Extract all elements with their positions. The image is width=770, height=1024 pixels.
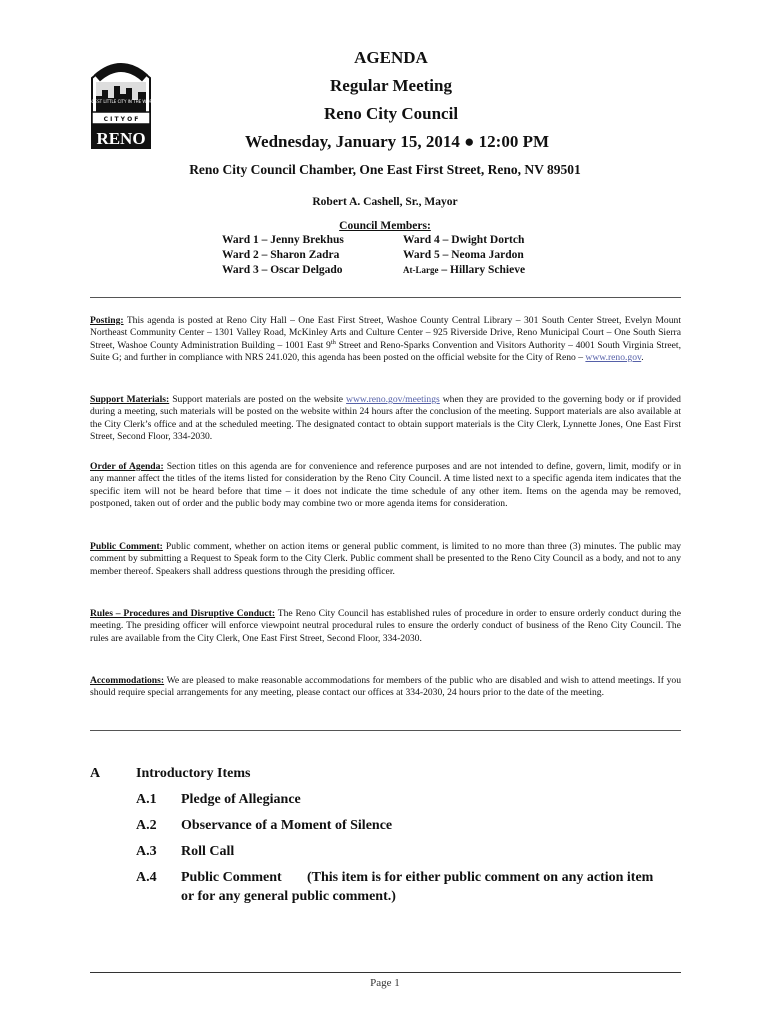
posting-text-2: Street and Reno-Sparks Convention and Visitors Authority – 4001 South Virginia Street, Suite G; and further in compliance with NRS 241.020, this agenda has been posted on the official website for the City of Reno – xyxy=(90,339,681,363)
section-letter: A xyxy=(90,766,101,781)
item-title: Pledge of Allegiance xyxy=(181,792,301,807)
meeting-date-time: Wednesday, January 15, 2014 ● 12:00 PM xyxy=(244,132,549,151)
ward-5: Ward 5 – Neoma Jardon xyxy=(403,249,524,261)
order-paragraph xyxy=(90,461,681,510)
public-comment-paragraph xyxy=(90,541,681,578)
posting-text-3: . xyxy=(641,351,644,363)
ward-2: Ward 2 – Sharon Zadra xyxy=(222,249,340,261)
body-name: Reno City Council xyxy=(323,104,459,123)
support-paragraph xyxy=(90,394,681,443)
item-number: A.2 xyxy=(136,818,157,833)
support-heading: Support Materials: xyxy=(90,394,170,405)
logo-city-of-text: C I T Y O F xyxy=(103,116,139,123)
ward-4: Ward 4 – Dwight Dortch xyxy=(403,234,525,246)
item-note-line-2: or for any general public comment.) xyxy=(181,889,396,904)
header-divider xyxy=(90,297,681,298)
public-comment-text: Public comment, whether on action items or general public comment, is limited to no more than three (3) minutes. The public may comment by submitting a Request to Speak form to the City Clerk. Public comment shall be presented to the Reno City Council as a body, and not to any member thereof. Speakers shall address questions through the presiding officer. xyxy=(90,541,681,577)
item-title: Public Comment xyxy=(181,870,282,885)
item-title: Observance of a Moment of Silence xyxy=(181,818,393,833)
page-number: Page 1 xyxy=(370,977,400,989)
rules-text: The Reno City Council has established rules of procedure in order to ensure orderly conduct during the meeting. The presiding officer will enforce viewpoint neutral procedural rules to ensure the orderly conduct of business of the Reno City Council. The rules are available from the City Clerk, One East First Street, Second Floor, 334-2030. xyxy=(90,608,681,644)
posting-text-1: This agenda is posted at Reno City Hall – One East First Street, Washoe County Central Library – 301 South Center Street, Evelyn Mount Northeast Community Center – 1301 Valley Road, McKinley Arts and Culture Center – 925 Riverside Drive, Reno Municipal Court – One South Sierra Street, Washoe County Administration Building – 1001 East 9 xyxy=(90,315,681,351)
support-text-2: when they are provided to the governing body or if provided during a meeting, such materials will be posted on the website within 24 hours after the conclusion of the meeting. Support materials are also available at the City Clerk’s office and at the scheduled meeting. The designated contact to obtain support materials is the City Clerk, Lynnette Jones, One East First Street, Second Floor, 334-2030. xyxy=(90,394,681,442)
logo-reno-text: RENO xyxy=(96,129,146,148)
item-title: Roll Call xyxy=(181,844,235,859)
council-members-title: Council Members: xyxy=(339,220,431,232)
order-heading: Order of Agenda: xyxy=(90,461,164,472)
ward-1: Ward 1 – Jenny Brekhus xyxy=(222,234,344,246)
order-text: Section titles on this agenda are for convenience and reference purposes and are not intended to define, govern, limit, modify or in any manner affect the titles of the items listed for consideration by the Reno City Council. A time listed next to a specific agenda item indicates that the specific item will not be heard before that time – it does not indicate the time schedule of any other item. Items on the agenda may be removed, postponed, taken out of order and the public body may combine two or more agenda items for consideration. xyxy=(90,461,681,509)
logo-arc-text: BIGGEST LITTLE CITY IN THE WORLD xyxy=(88,99,154,104)
accommodations-paragraph xyxy=(90,675,681,700)
section-title: Introductory Items xyxy=(136,766,251,781)
item-number: A.1 xyxy=(136,792,157,807)
footer-divider xyxy=(90,972,681,973)
notice-divider xyxy=(90,730,681,731)
item-number: A.4 xyxy=(136,870,157,885)
at-large-label: At-Large xyxy=(403,265,439,275)
reno-gov-link[interactable]: www.reno.gov xyxy=(585,351,642,363)
item-note-line-1: (This item is for either public comment on any action item xyxy=(307,870,654,885)
meetings-link[interactable]: www.reno.gov/meetings xyxy=(346,394,440,405)
public-comment-heading: Public Comment: xyxy=(90,541,163,552)
posting-heading: Posting: xyxy=(90,315,124,326)
meeting-location: Reno City Council Chamber, One East First Street, Reno, NV 89501 xyxy=(189,162,581,177)
meeting-type: Regular Meeting xyxy=(330,76,452,95)
rules-paragraph xyxy=(90,608,681,645)
support-text-1: Support materials are posted on the website xyxy=(169,394,347,405)
ward-3: Ward 3 – Oscar Delgado xyxy=(222,264,343,276)
posting-sup: th xyxy=(330,338,336,346)
agenda-title: AGENDA xyxy=(354,48,428,67)
accommodations-text: We are pleased to make reasonable accommodations for members of the public who are disabled and wish to attend meetings. If you should require special arrangements for any meeting, please contact our offices at 334-2030, 24 hours prior to the date of the meeting. xyxy=(90,675,681,699)
accommodations-heading: Accommodations: xyxy=(90,675,165,686)
mayor-name: Robert A. Cashell, Sr., Mayor xyxy=(312,196,458,208)
at-large xyxy=(403,264,525,276)
rules-heading: Rules – Procedures and Disruptive Conduct: xyxy=(90,608,276,619)
at-large-name: – Hillary Schieve xyxy=(438,264,526,276)
item-number: A.3 xyxy=(136,844,157,859)
posting-paragraph xyxy=(90,315,681,364)
